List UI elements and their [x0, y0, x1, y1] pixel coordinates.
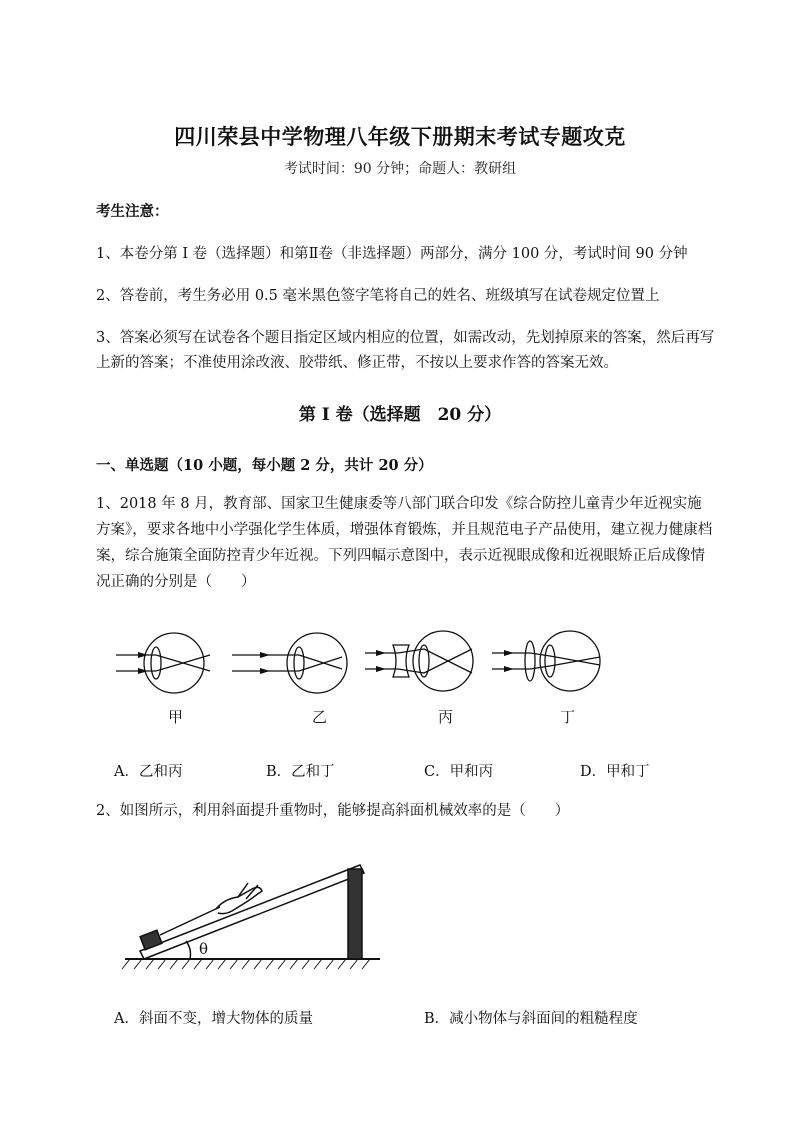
q1-option-a[interactable]: A．乙和丙 — [114, 764, 183, 780]
page-title: 四川荣县中学物理八年级下册期末考试专题攻克 — [174, 124, 626, 149]
part-heading: 一、单选题（10 小题，每小题 2 分，共计 20 分） — [96, 457, 433, 474]
eye-diagram-jia — [116, 633, 210, 693]
q2-option-a[interactable]: A．斜面不变，增大物体的质量 — [114, 1011, 313, 1027]
angle-theta-label: θ — [199, 940, 209, 958]
eye-diagram-ding — [492, 631, 600, 691]
question-2-text: 2、如图所示，利用斜面提升重物时，能够提高斜面机械效率的是（ ） — [96, 803, 570, 819]
inclined-plane-figure — [120, 855, 390, 975]
q2-option-b[interactable]: B．减小物体与斜面间的粗糙程度 — [424, 1011, 638, 1027]
figure-label-yi: 乙 — [312, 708, 328, 726]
figure-label-ding: 丁 — [560, 708, 576, 726]
figure-label-bing: 丙 — [438, 708, 454, 726]
notice-item-2: 2、答卷前，考生务必用 0.5 毫米黑色签字笔将自己的姓名、班级填写在试卷规定位置上 — [96, 288, 660, 304]
exam-info: 考试时间：90 分钟；命题人：教研组 — [283, 161, 517, 177]
q1-option-d[interactable]: D．甲和丁 — [580, 764, 650, 780]
section-title: 第 I 卷（选择题 20 分） — [298, 405, 502, 425]
notice-item-1: 1、本卷分第 I 卷（选择题）和第Ⅱ卷（非选择题）两部分，满分 100 分，考试时间 90 分钟 — [96, 246, 688, 262]
notice-heading: 考生注意： — [96, 203, 169, 220]
notice-item-3: 3、答案必须写在试卷各个题目指定区域内相应的位置，如需改动，先划掉原来的答案，然后再写上新的答案；不准使用涂改液、胶带纸、修正带，不按以上要求作答的答案无效。 — [96, 330, 715, 371]
q1-option-b[interactable]: B．乙和丁 — [266, 764, 335, 780]
figure-label-jia: 甲 — [168, 708, 184, 726]
eye-diagrams-figure — [110, 625, 630, 705]
eye-diagram-bing — [365, 631, 473, 691]
eye-diagram-yi — [232, 633, 347, 693]
q1-option-c[interactable]: C．甲和丙 — [424, 764, 494, 780]
question-1-text: 1、2018 年 8 月，教育部、国家卫生健康委等八部门联合印发《综合防控儿童青少年近视实施方案》，要求各地中小学强化学生体质，增强体育锻炼，并且规范电子产品使用，建立视力健康档案，综合施策全面防控青少年近视。下列四幅示意图中，表示近视眼成像和近视眼矫正后成像情况正确的分别是（ ） — [96, 496, 713, 590]
